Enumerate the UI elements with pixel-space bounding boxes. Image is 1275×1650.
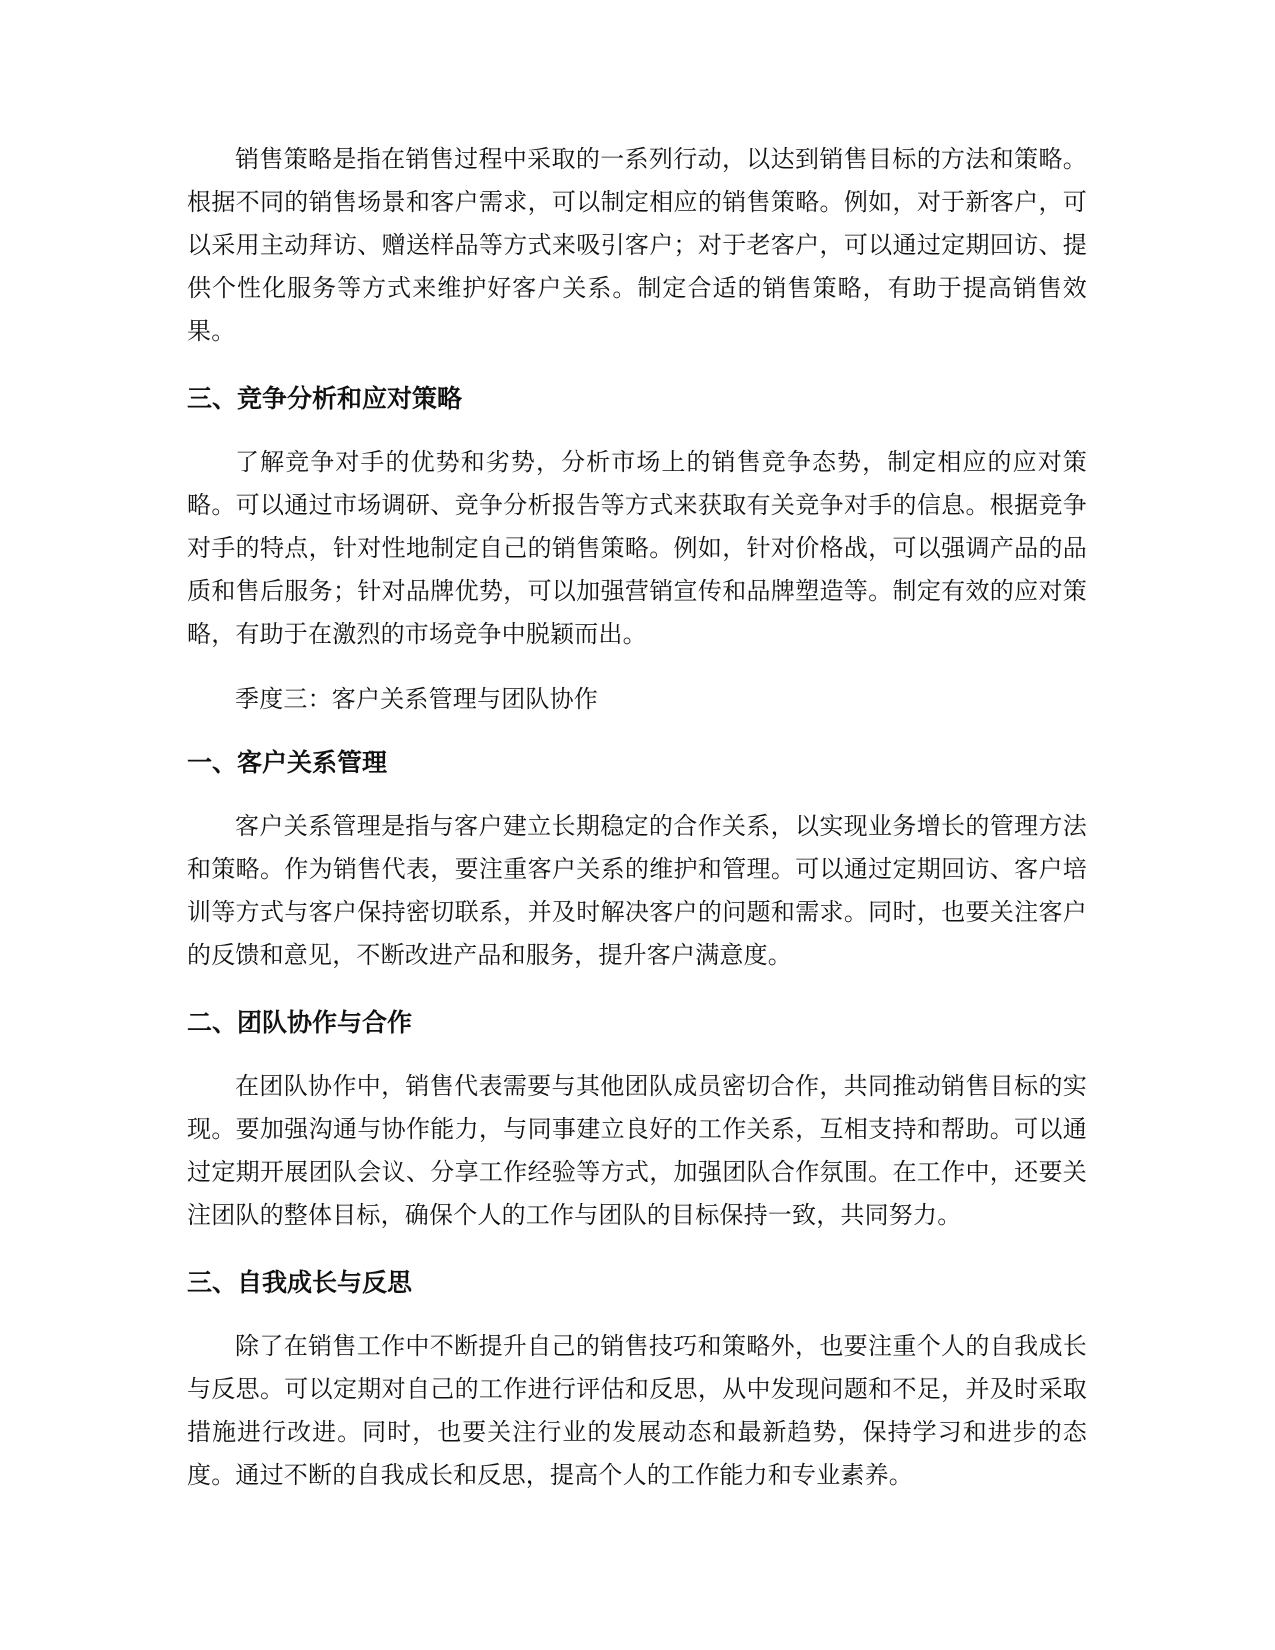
heading-competition-analysis: 三、竞争分析和应对策略 xyxy=(187,384,463,413)
heading-team-collaboration: 二、团队协作与合作 xyxy=(187,1008,413,1037)
paragraph-competition-analysis: 了解竞争对手的优势和劣势，分析市场上的销售竞争态势，制定相应的应对策略。可以通过市场调研、竞争分析报告等方式来获取有关竞争对手的信息。根据竞争对手的特点，针对性地制定自己的销售策略。例如，针对价格战，可以强调产品的品质和售后服务；针对品牌优势，可以加强营销宣传和品牌塑造等。制定有效的应对策略，有助于在激烈的市场竞争中脱颖而出。 xyxy=(187,448,1087,648)
heading-self-growth: 三、自我成长与反思 xyxy=(187,1268,413,1297)
paragraph-customer-relationship: 客户关系管理是指与客户建立长期稳定的合作关系，以实现业务增长的管理方法和策略。作为销售代表，要注重客户关系的维护和管理。可以通过定期回访、客户培训等方式与客户保持密切联系，并及时解决客户的问题和需求。同时，也要关注客户的反馈和意见，不断改进产品和服务，提升客户满意度。 xyxy=(187,812,1087,969)
paragraph-team-collaboration: 在团队协作中，销售代表需要与其他团队成员密切合作，共同推动销售目标的实现。要加强沟通与协作能力，与同事建立良好的工作关系，互相支持和帮助。可以通过定期开展团队会议、分享工作经验等方式，加强团队合作氛围。在工作中，还要关注团队的整体目标，确保个人的工作与团队的目标保持一致，共同努力。 xyxy=(187,1072,1087,1229)
paragraph-self-growth: 除了在销售工作中不断提升自己的销售技巧和策略外，也要注重个人的自我成长与反思。可以定期对自己的工作进行评估和反思，从中发现问题和不足，并及时采取措施进行改进。同时，也要关注行业的发展动态和最新趋势，保持学习和进步的态度。通过不断的自我成长和反思，提高个人的工作能力和专业素养。 xyxy=(187,1332,1087,1489)
heading-customer-relationship: 一、客户关系管理 xyxy=(187,748,388,777)
quarter-three-title: 季度三：客户关系管理与团队协作 xyxy=(235,685,598,713)
document-body xyxy=(187,138,1087,1497)
paragraph-sales-strategy: 销售策略是指在销售过程中采取的一系列行动，以达到销售目标的方法和策略。根据不同的销售场景和客户需求，可以制定相应的销售策略。例如，对于新客户，可以采用主动拜访、赠送样品等方式来吸引客户；对于老客户，可以通过定期回访、提供个性化服务等方式来维护好客户关系。制定合适的销售策略，有助于提高销售效果。 xyxy=(187,145,1087,345)
